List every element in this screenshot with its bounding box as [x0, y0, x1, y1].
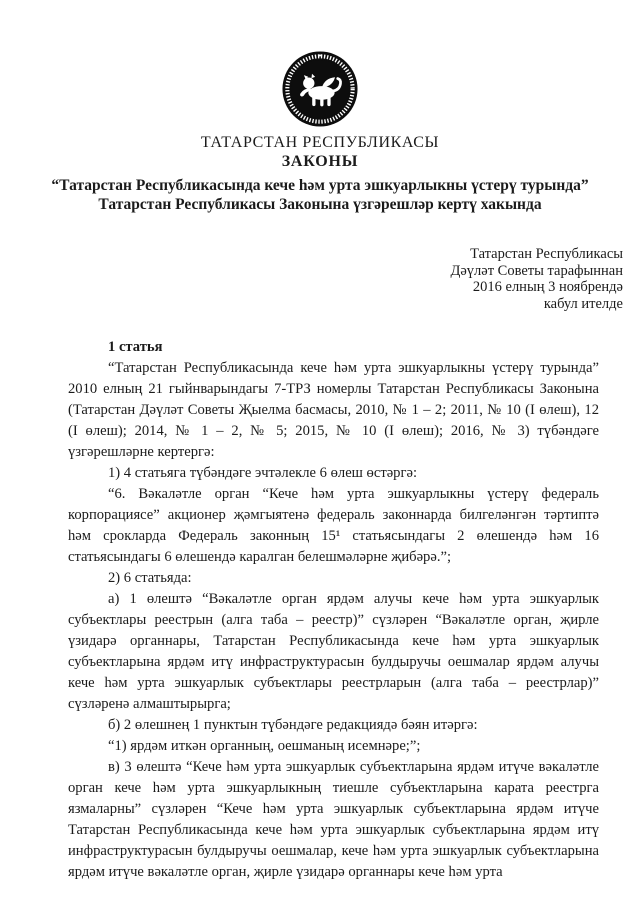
- laws-label: ЗАКОНЫ: [281, 153, 359, 170]
- adoption-block: [450, 246, 623, 312]
- republic-name: ТАТАРСТАН РЕСПУБЛИКАСЫ: [200, 134, 440, 151]
- body-paragraph: 2) 6 статьяда:: [108, 570, 192, 586]
- body-paragraph: б) 2 өлешнең 1 пунктын түбәндәге редакциядә бәян итәргә:: [108, 717, 478, 733]
- adoption-line: Дәүләт Советы тарафыннан: [450, 262, 623, 279]
- body-paragraph: “6. Вәкаләтле орган “Кече һәм урта эшкуарлыкны үстерү федераль корпорациясе” акционер җәмгыятенә федераль законнарда билгеләнгән тәртиптә һәм срокларда Федераль законның 15¹ статьясындагы 2 өлешендә һәм 16 статьясындагы 6 өлешендә каралган белешмәләрне җибәрә.”;: [68, 486, 599, 565]
- adoption-line: кабул ителде: [543, 295, 623, 312]
- adoption-line: Татарстан Республикасы: [470, 246, 623, 262]
- adoption-line: 2016 елның 3 ноябрендә: [472, 279, 623, 295]
- article-body: [68, 337, 599, 883]
- tatarstan-coat-of-arms-icon: [281, 50, 359, 128]
- document-title: [22, 176, 618, 214]
- body-paragraph: в) 3 өлештә “Кече һәм урта эшкуарлык субъектларына ярдәм итүче вәкаләтле орган кече һәм урта эшкуарлыкның тиешле субъектларына карата реестрга язмаларны” сүзләрен “Кече һәм урта эшкуарлык субъектларына ярдәм итүче Татарстан Республикасында кече һәм урта эшкуарлык субъектларына ярдәм итү инфраструктурасын булдыручы оешмалар, кече һәм урта эшкуарлык субъектларына ярдәм итүче вәкаләтле орган, җирле үзидарә органнары кече һәм урта: [68, 759, 599, 880]
- body-paragraph: а) 1 өлештә “Вәкаләтле орган ярдәм алучы кече һәм урта эшкуарлык субъектлары реестрын (алга таба – реестр)” сүзләрен “Вәкаләтле орган, җирле үзидарә органнары, Татарстан Республикасында кече һәм урта эшкуарлык субъектларына ярдәм итү инфраструктурасын булдыручы оешмалар ярдәм алучы кече һәм урта эшкуарлык субъектлары реестрларын (алга таба – реестрлар)” сүзләренә алмаштырырга;: [68, 591, 599, 712]
- document-title-line2: Татарстан Республикасы Законына үзгәрешләр кертү хакында: [98, 196, 542, 213]
- article-heading: 1 статья: [108, 339, 163, 355]
- document-title-line1: “Татарстан Республикасында кече һәм урта эшкуарлыкны үстерү турында”: [51, 177, 589, 194]
- body-paragraph: “Татарстан Республикасында кече һәм урта эшкуарлыкны үстерү турында” 2010 елның 21 гыйнварындагы 7-ТРЗ номерлы Татарстан Республикасы Законына (Татарстан Дәүләт Советы Җыелма басмасы, 2010, № 1 – 2; 2011, № 10 (I өлеш), 12 (I өлеш); 2014, № 1 – 2, № 5; 2015, № 10 (I өлеш); 2016, № 3) түбәндәге үзгәрешләрне кертергә:: [68, 360, 599, 460]
- body-paragraph: 1) 4 статьяга түбәндәге эчтәлекле 6 өлеш өстәргә:: [108, 465, 417, 481]
- body-paragraph: “1) ярдәм иткән органның, оешманың исемнәре;”;: [108, 738, 421, 754]
